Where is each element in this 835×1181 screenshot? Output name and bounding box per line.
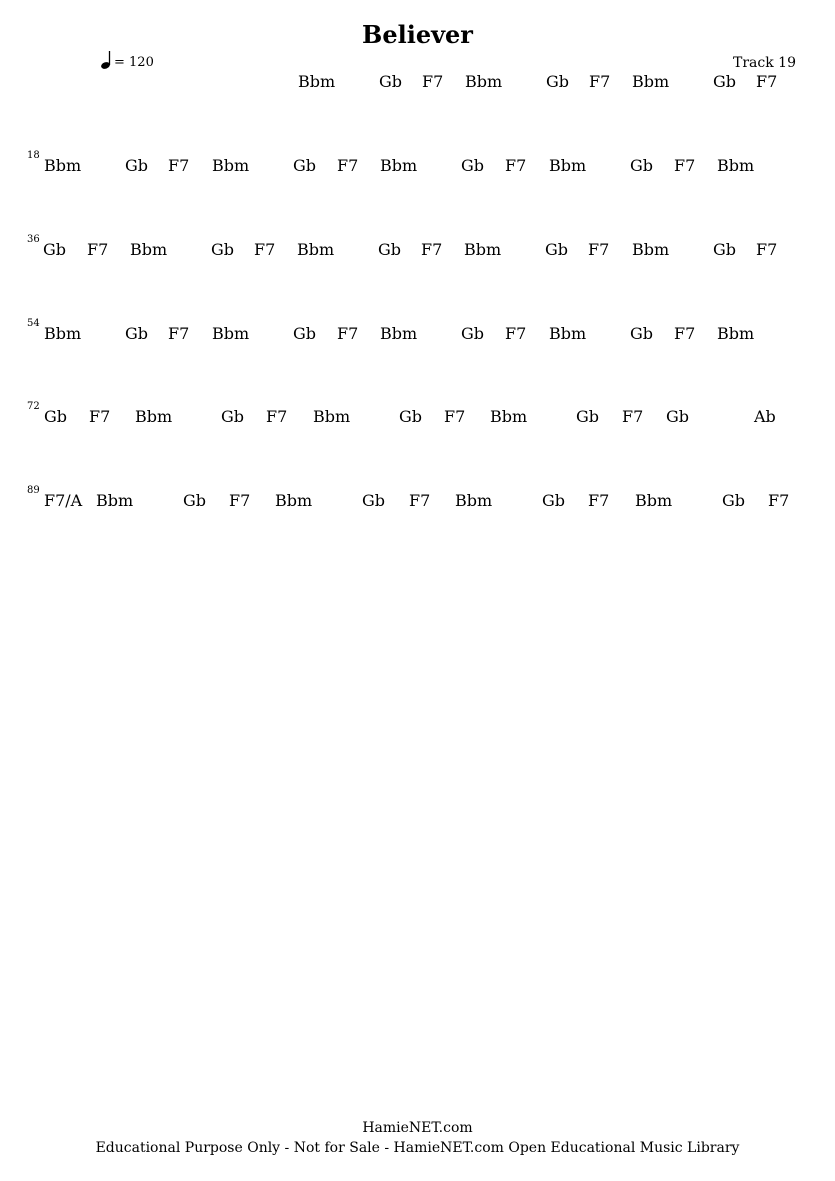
- song-title: Believer: [362, 20, 473, 49]
- chord-symbol: F7: [337, 324, 359, 343]
- chord-symbol: Bbm: [212, 324, 250, 343]
- chord-symbol: F7: [756, 240, 778, 259]
- tempo-value: = 120: [114, 55, 154, 70]
- chord-symbol: Gb: [43, 240, 67, 259]
- chord-symbol: F7: [337, 156, 359, 175]
- chord-symbol: F7: [622, 407, 644, 426]
- chord-symbol: F7: [409, 491, 431, 510]
- chord-symbol: Bbm: [297, 240, 335, 259]
- chord-symbol: Bbm: [490, 407, 528, 426]
- chord-symbol: Bbm: [635, 491, 673, 510]
- chord-symbol: Bbm: [135, 407, 173, 426]
- chord-row: [0, 485, 835, 515]
- footer-site: HamieNET.com: [362, 1120, 473, 1136]
- chord-symbol: Gb: [362, 491, 386, 510]
- measure-number: 72: [27, 401, 40, 412]
- chord-symbol: F7: [87, 240, 109, 259]
- chord-symbol: F7: [444, 407, 466, 426]
- chord-symbol: Gb: [666, 407, 690, 426]
- chord-symbol: F7: [168, 156, 190, 175]
- chord-symbol: Bbm: [549, 324, 587, 343]
- chord-symbol: F7: [768, 491, 790, 510]
- chord-symbol: Bbm: [549, 156, 587, 175]
- chord-symbol: Gb: [630, 324, 654, 343]
- chord-symbol: Bbm: [632, 240, 670, 259]
- chord-symbol: Bbm: [717, 324, 755, 343]
- chord-symbol: F7: [422, 72, 444, 91]
- tempo-marking: [100, 50, 154, 70]
- chord-symbol: F7: [89, 407, 111, 426]
- chord-symbol: Bbm: [96, 491, 134, 510]
- chord-symbol: Gb: [44, 407, 68, 426]
- chord-symbol: Gb: [546, 72, 570, 91]
- chord-symbol: Bbm: [130, 240, 168, 259]
- chord-symbol: Gb: [576, 407, 600, 426]
- chord-symbol: Gb: [461, 156, 485, 175]
- chord-row: [0, 318, 835, 348]
- chord-symbol: Bbm: [212, 156, 250, 175]
- chord-symbol: F7: [588, 491, 610, 510]
- chord-symbol: Bbm: [313, 407, 351, 426]
- chord-symbol: Bbm: [275, 491, 313, 510]
- chord-symbol: Bbm: [632, 72, 670, 91]
- measure-number: 89: [27, 485, 40, 496]
- chord-row: [0, 150, 835, 180]
- chord-symbol: Gb: [722, 491, 746, 510]
- chord-symbol: Gb: [293, 156, 317, 175]
- chord-symbol: Bbm: [44, 156, 82, 175]
- measure-number: 18: [27, 150, 40, 161]
- chord-symbol: F7: [168, 324, 190, 343]
- chord-symbol: F7: [589, 72, 611, 91]
- chord-symbol: Bbm: [44, 324, 82, 343]
- chord-symbol: Bbm: [380, 156, 418, 175]
- chord-symbol: F7: [756, 72, 778, 91]
- chord-symbol: Gb: [630, 156, 654, 175]
- measure-number: 36: [27, 234, 40, 245]
- chord-symbol: F7: [505, 156, 527, 175]
- quarter-note-icon: [100, 50, 112, 70]
- chord-symbol: Bbm: [465, 72, 503, 91]
- chord-symbol: F7: [266, 407, 288, 426]
- chord-symbol: Bbm: [455, 491, 493, 510]
- chord-symbol: Ab: [754, 407, 776, 426]
- chord-symbol: Gb: [461, 324, 485, 343]
- measure-number: 54: [27, 318, 40, 329]
- chord-symbol: Gb: [183, 491, 207, 510]
- chord-symbol: Gb: [379, 72, 403, 91]
- chord-symbol: Gb: [378, 240, 402, 259]
- chord-row: [0, 401, 835, 431]
- chord-symbol: F7: [229, 491, 251, 510]
- chord-symbol: F7: [674, 324, 696, 343]
- chord-symbol: Bbm: [464, 240, 502, 259]
- chord-symbol: F7: [254, 240, 276, 259]
- chord-row: [0, 234, 835, 264]
- chord-symbol: Gb: [125, 324, 149, 343]
- chord-symbol: Gb: [293, 324, 317, 343]
- track-label: Track 19: [733, 55, 796, 71]
- chord-symbol: F7: [588, 240, 610, 259]
- chord-symbol: Gb: [211, 240, 235, 259]
- chord-symbol: Gb: [713, 72, 737, 91]
- chord-symbol: Gb: [542, 491, 566, 510]
- chord-symbol: F7: [674, 156, 696, 175]
- chord-symbol: F7: [421, 240, 443, 259]
- chord-row: [0, 72, 835, 96]
- chord-symbol: Bbm: [717, 156, 755, 175]
- footer-notice: Educational Purpose Only - Not for Sale - HamieNET.com Open Educational Music Library: [95, 1140, 740, 1156]
- chord-symbol: Bbm: [298, 72, 336, 91]
- chord-symbol: F7: [505, 324, 527, 343]
- chord-symbol: Bbm: [380, 324, 418, 343]
- chord-symbol: Gb: [399, 407, 423, 426]
- chord-symbol: Gb: [713, 240, 737, 259]
- chord-symbol: Gb: [545, 240, 569, 259]
- chord-symbol: Gb: [221, 407, 245, 426]
- chord-symbol: Gb: [125, 156, 149, 175]
- chord-symbol: F7/A: [44, 491, 83, 510]
